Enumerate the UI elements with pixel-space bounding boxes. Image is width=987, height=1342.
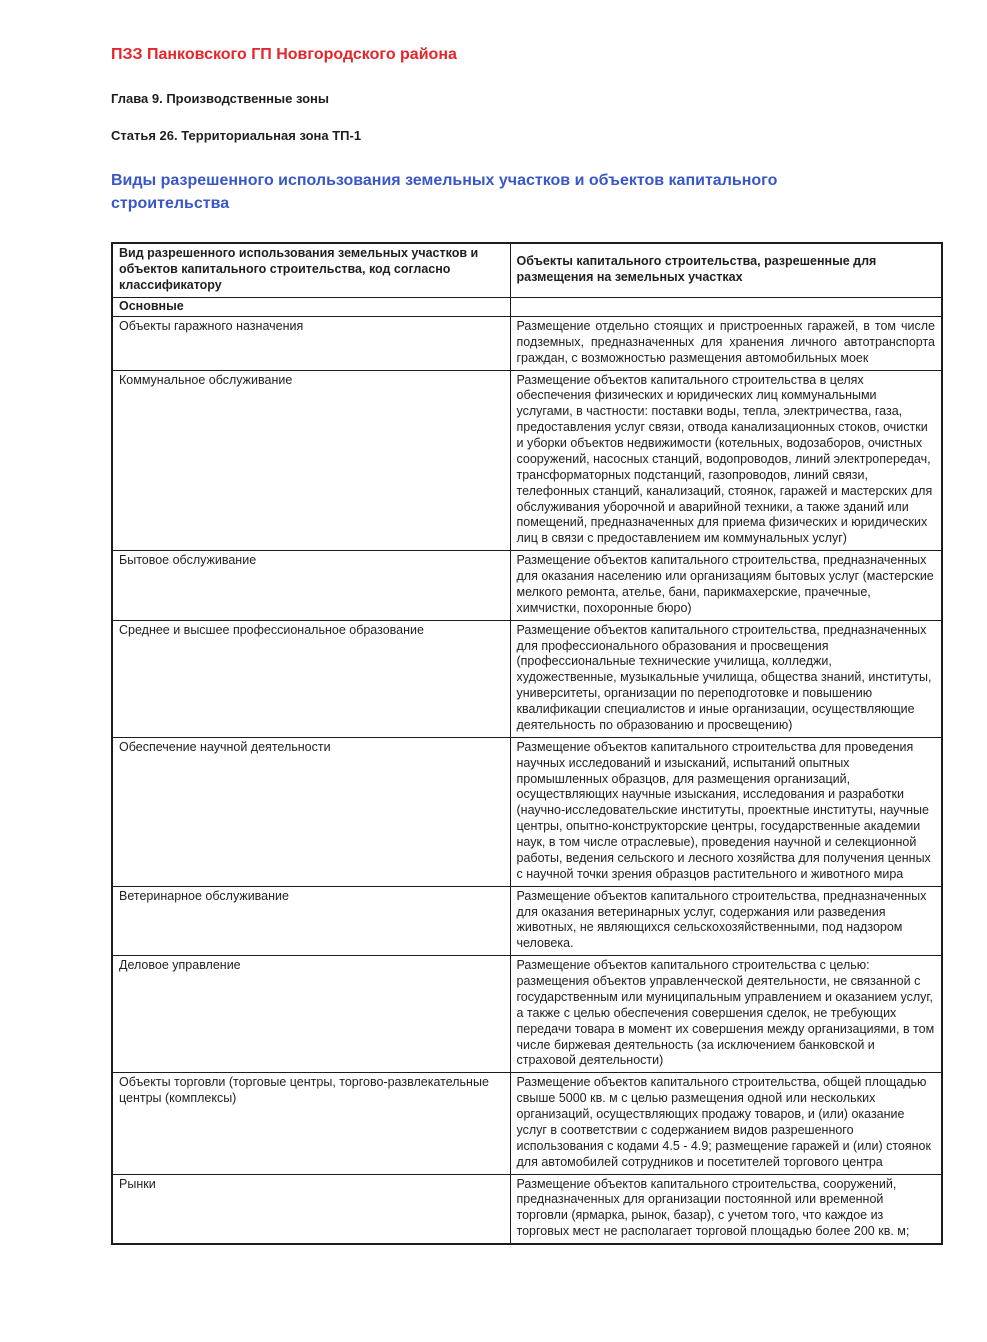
header-cell-objects: Объекты капитального строительства, разрешенные для размещения на земельных участках xyxy=(510,243,942,297)
table-row xyxy=(112,1073,942,1174)
table-header-row xyxy=(112,243,942,297)
table-row xyxy=(112,316,942,370)
chapter-heading: Глава 9. Производственные зоны xyxy=(111,91,330,106)
table-row xyxy=(112,1174,942,1244)
article-heading: Статья 26. Территориальная зона ТП-1 xyxy=(111,128,362,143)
group-empty-cell xyxy=(510,298,942,317)
table-row xyxy=(112,886,942,956)
group-row-osnovnye xyxy=(112,298,942,317)
use-type-cell: Среднее и высшее профессиональное образование xyxy=(112,620,510,737)
table-row xyxy=(112,737,942,886)
table-row xyxy=(112,620,942,737)
use-type-cell: Объекты торговли (торговые центры, торгово-развлекательные центры (комплексы) xyxy=(112,1073,510,1174)
page-title: ПЗЗ Панковского ГП Новгородского района xyxy=(111,46,457,63)
use-type-cell: Бытовое обслуживание xyxy=(112,551,510,621)
objects-cell: Размещение объектов капитального строительства в целях обеспечения физических и юридических лиц коммунальными услугами, в частности: поставки воды, тепла, электричества, газа, предоставления услуг связи, отвода канализационных стоков, очистки и уборки объектов недвижимости (котельных, водозаборов, очистных сооружений, насосных станций, водопроводов, линий электропередач, трансформаторных подстанций, газопроводов, линий связи, телефонных станций, канализаций, стоянок, гаражей и мастерских для обслуживания уборочной и аварийной техники, а также зданий или помещений, предназначенных для приема физических и юридических лиц в связи с предоставлением им коммунальных услуг) xyxy=(510,370,942,551)
use-type-cell: Коммунальное обслуживание xyxy=(112,370,510,551)
land-use-table xyxy=(111,242,943,1245)
use-type-cell: Ветеринарное обслуживание xyxy=(112,886,510,956)
objects-cell: Размещение отдельно стоящих и пристроенных гаражей, в том числе подземных, предназначенных для хранения личного автотранспорта граждан, с возможностью размещения автомобильных моек xyxy=(510,316,942,370)
objects-cell: Размещение объектов капитального строительства, предназначенных для оказания ветеринарных услуг, содержания или разведения животных, не являющихся сельскохозяйственными, под надзором человека. xyxy=(510,886,942,956)
objects-cell: Размещение объектов капитального строительства, общей площадью свыше 5000 кв. м с целью размещения одной или нескольких организаций, осуществляющих продажу товаров, и (или) оказание услуг в соответствии с содержанием видов разрешенного использования с кодами 4.5 - 4.9; размещение гаражей и (или) стоянок для автомобилей сотрудников и посетителей торгового центра xyxy=(510,1073,942,1174)
use-type-cell: Объекты гаражного назначения xyxy=(112,316,510,370)
objects-cell: Размещение объектов капитального строительства, предназначенных для оказания населению или организациям бытовых услуг (мастерские мелкого ремонта, ателье, бани, парикмахерские, прачечные, химчистки, похоронные бюро) xyxy=(510,551,942,621)
use-type-cell: Обеспечение научной деятельности xyxy=(112,737,510,886)
table-row xyxy=(112,370,942,551)
objects-cell: Размещение объектов капитального строительства для проведения научных исследований и изысканий, испытаний опытных промышленных образцов, для размещения организаций, осуществляющих научные изыскания, исследования и разработки (научно-исследовательские институты, проектные институты, научные центры, опытно-конструкторские центры, государственные академии наук, в том числе отраслевые), проведения научной и селекционной работы, ведения сельского и лесного хозяйства для получения ценных с научной точки зрения образцов растительного и животного мира xyxy=(510,737,942,886)
table-row xyxy=(112,956,942,1073)
table-row xyxy=(112,551,942,621)
objects-cell: Размещение объектов капитального строительства, предназначенных для профессионального образования и просвещения (профессиональные технические училища, колледжи, художественные, музыкальные училища, общества знаний, институты, университеты, организации по переподготовке и повышению квалификации специалистов и иные организации, осуществляющие деятельность по образованию и просвещению) xyxy=(510,620,942,737)
use-type-cell: Рынки xyxy=(112,1174,510,1244)
section-heading: Виды разрешенного использования земельных участков и объектов капитального строительства xyxy=(111,172,778,213)
use-type-cell: Деловое управление xyxy=(112,956,510,1073)
header-cell-use-type: Вид разрешенного использования земельных участков и объектов капитального строительства, код согласно классификатору xyxy=(112,243,510,297)
objects-cell: Размещение объектов капитального строительства, сооружений, предназначенных для организации постоянной или временной торговли (ярмарка, рынок, базар), с учетом того, что каждое из торговых мест не располагает торговой площадью более 200 кв. м; xyxy=(510,1174,942,1244)
objects-cell: Размещение объектов капитального строительства с целью: размещения объектов управленческой деятельности, не связанной с государственным или муниципальным управлением и оказанием услуг, а также с целью обеспечения совершения сделок, не требующих передачи товара в момент их совершения между организациями, в том числе биржевая деятельность (за исключением банковской и страховой деятельности) xyxy=(510,956,942,1073)
group-label: Основные xyxy=(112,298,510,317)
